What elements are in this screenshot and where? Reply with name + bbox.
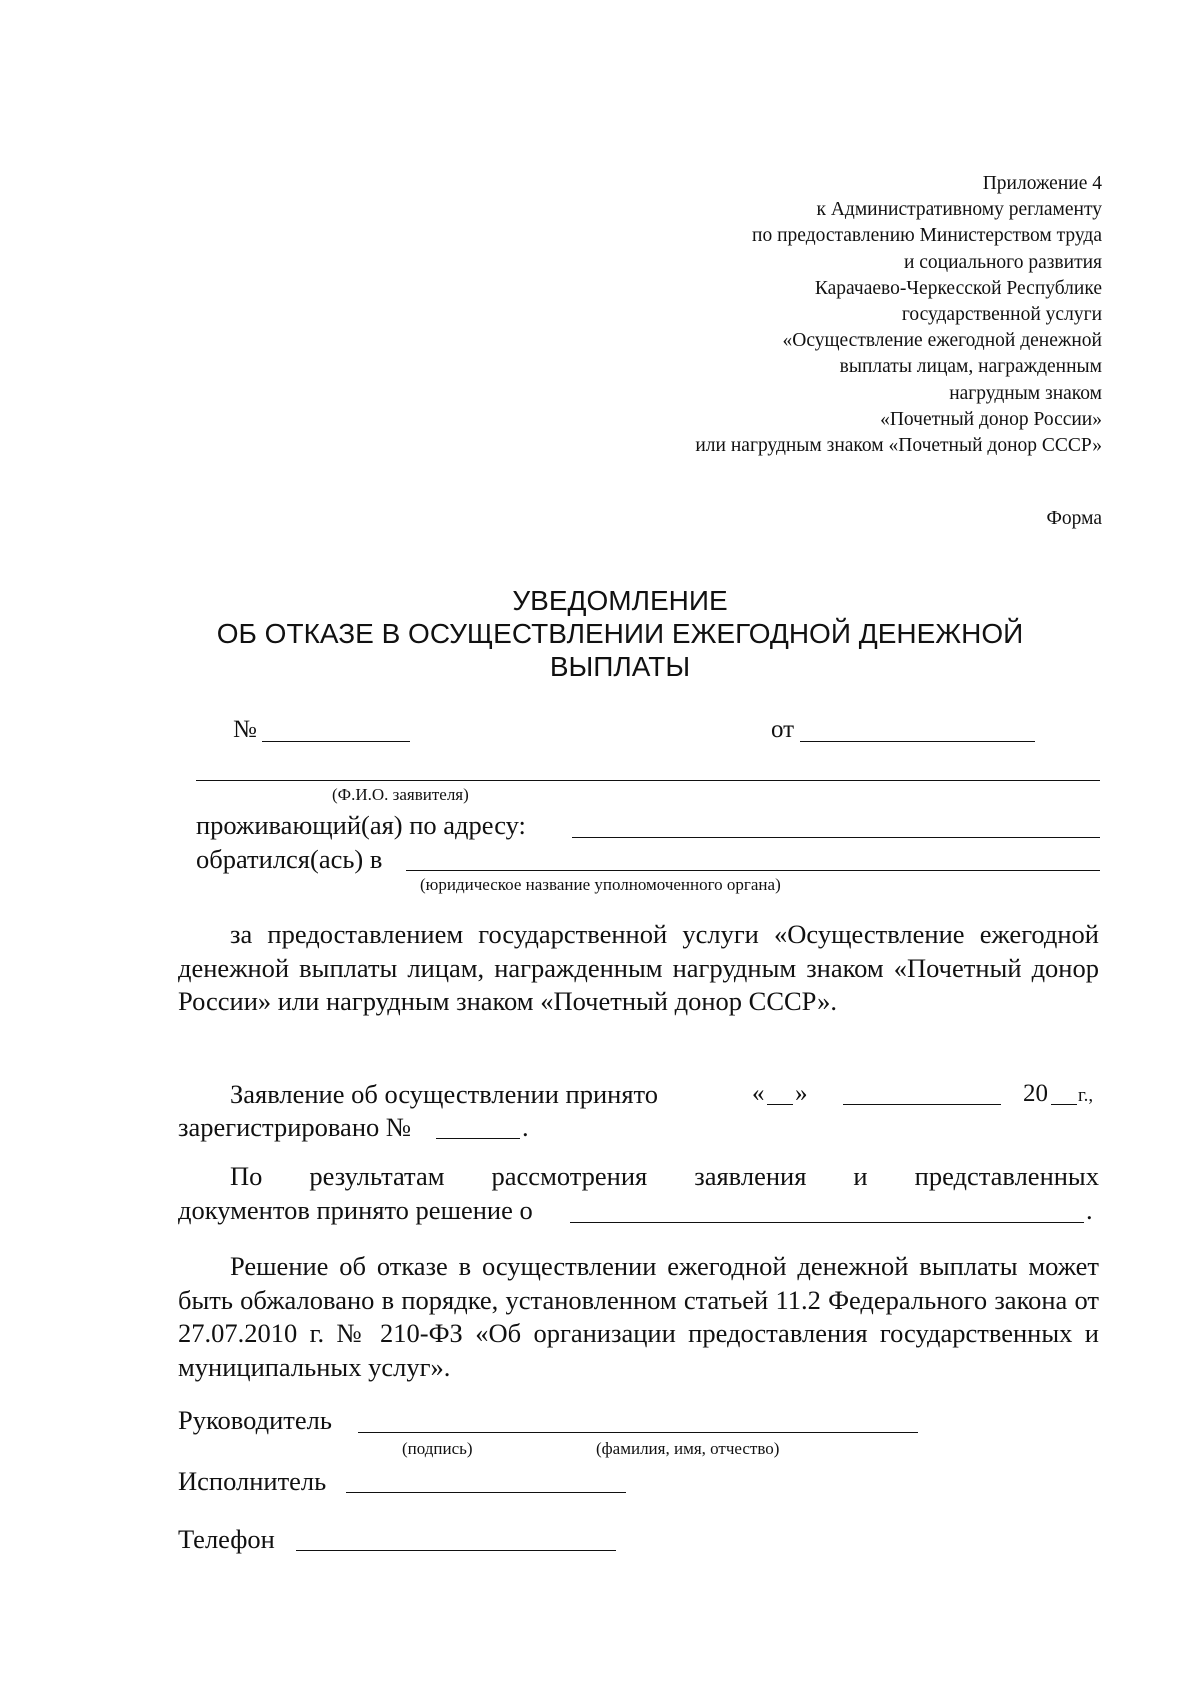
decision-line-1-text: По результатам рассмотрения заявления и представленных	[230, 1161, 1099, 1191]
month-blank[interactable]	[843, 1104, 1001, 1105]
appendix-line: и социального развития	[903, 251, 1102, 273]
address-label: проживающий(ая) по адресу:	[196, 810, 526, 840]
appendix-line: государственной услуги	[901, 304, 1102, 326]
year-suffix: г.,	[1078, 1085, 1094, 1106]
full-name-caption: (фамилия, имя, отчество)	[596, 1439, 780, 1458]
application-accepted-text: Заявление об осуществлении принято	[230, 1079, 659, 1109]
number-blank[interactable]	[262, 741, 410, 742]
head-signature-blank[interactable]	[358, 1432, 918, 1433]
title-line-1: УВЕДОМЛЕНИЕ	[512, 585, 728, 616]
appendix-line: Приложение 4	[982, 173, 1102, 194]
appendix-line: нагрудным знаком	[949, 382, 1102, 404]
executor-label: Исполнитель	[178, 1466, 327, 1496]
paragraph-service	[178, 918, 1099, 1019]
appeal-paragraph-text: Решение об отказе в осуществлении ежегодной денежной выплаты может быть обжаловано в порядке, установленном статьей 11.2 Федерального закона от 27.07.2010 г. № 210-ФЗ «Об организации предоставления государственных и муниципальных услуг».	[178, 1251, 1099, 1382]
appendix-line: Карачаево-Черкесской Республике	[814, 277, 1102, 299]
organ-blank[interactable]	[406, 870, 1100, 871]
fio-blank[interactable]	[196, 780, 1100, 781]
appendix-line: к Административному регламенту	[816, 199, 1102, 221]
address-blank[interactable]	[572, 837, 1100, 838]
fio-caption: (Ф.И.О. заявителя)	[332, 785, 469, 804]
organ-caption: (юридическое название уполномоченного органа)	[420, 875, 781, 894]
quote-close: »	[795, 1080, 808, 1107]
date-blank[interactable]	[800, 741, 1035, 742]
decision-dot: .	[1086, 1195, 1093, 1225]
number-label: №	[233, 716, 257, 743]
signature-caption: (подпись)	[402, 1439, 473, 1458]
registration-number-blank[interactable]	[436, 1138, 520, 1139]
appendix-line: «Осуществление ежегодной денежной	[782, 330, 1102, 352]
registered-dot: .	[522, 1112, 529, 1142]
applied-label: обратился(ась) в	[196, 844, 383, 874]
head-label: Руководитель	[178, 1405, 332, 1435]
registered-text: зарегистрировано №	[178, 1112, 412, 1142]
title-line-3: ВЫПЛАТЫ	[549, 651, 691, 682]
appeal-paragraph	[178, 1250, 1099, 1384]
quote-open: «	[752, 1080, 765, 1107]
year-prefix: 20	[1023, 1080, 1048, 1107]
day-blank[interactable]	[767, 1104, 793, 1105]
decision-line-2-text: документов принято решение о	[178, 1195, 533, 1225]
appendix-line: или нагрудным знаком «Почетный донор СССР»	[695, 435, 1102, 457]
executor-blank[interactable]	[346, 1492, 626, 1493]
decision-blank[interactable]	[570, 1222, 1084, 1223]
year-blank[interactable]	[1051, 1104, 1077, 1105]
document-title	[120, 584, 1120, 683]
form-label: Форма	[1046, 508, 1102, 529]
decision-line-1	[230, 1160, 1099, 1194]
appendix-line: по предоставлению Министерством труда	[752, 225, 1102, 247]
appendix-line: выплаты лицам, награжденным	[839, 356, 1102, 378]
date-from-label: от	[771, 716, 795, 743]
appendix-block	[695, 171, 1102, 459]
paragraph-service-text: за предоставлением государственной услуги «Осуществление ежегодной денежной выплаты лицам, награжденным нагрудным знаком «Почетный донор России» или нагрудным знаком «Почетный донор СССР».	[178, 919, 1099, 1016]
phone-label: Телефон	[178, 1524, 275, 1554]
phone-blank[interactable]	[296, 1550, 616, 1551]
appendix-line: «Почетный донор России»	[880, 408, 1102, 430]
title-line-2: ОБ ОТКАЗЕ В ОСУЩЕСТВЛЕНИИ ЕЖЕГОДНОЙ ДЕНЕЖНОЙ	[216, 618, 1024, 649]
